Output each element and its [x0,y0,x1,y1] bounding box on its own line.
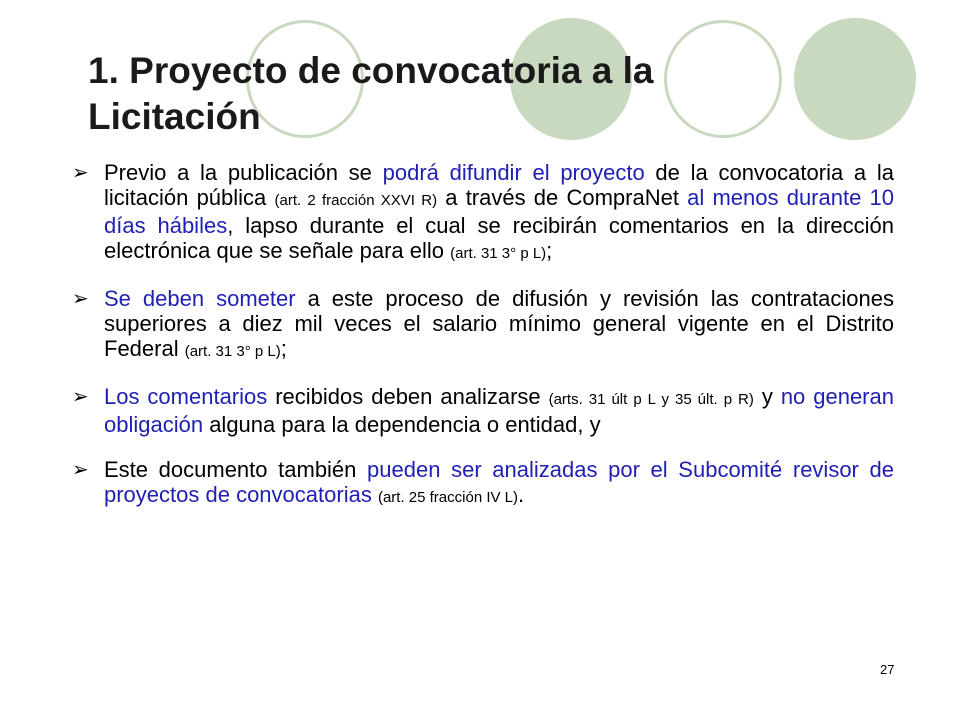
highlighted-text: podrá difundir el proyecto [382,160,645,185]
legal-reference: (art. 31 3° p L) [184,343,281,360]
bullet-list [72,160,894,530]
bullet-item [72,286,894,364]
body-text: recibidos deben analizarse [267,384,549,409]
page-number: 27 [880,662,895,677]
bullet-item [72,384,894,437]
legal-reference: (art. 2 fracción XXVI R) [274,192,438,209]
body-text: , lapso durante el cual se recibirán comentarios en la dirección electrónica que se señale para ello [104,213,894,263]
highlighted-text: al menos durante 10 días hábiles [104,185,894,238]
body-text: Previo a la publicación se [104,160,383,185]
arrowhead-bullet-icon: ➢ [72,288,89,310]
arrowhead-bullet-icon: ➢ [72,386,89,408]
slide-title-line-2: Licitación [88,96,261,137]
highlighted-text: no generan obligación [104,384,894,437]
highlighted-text: Los comentarios [104,384,268,409]
highlighted-text: pueden ser analizadas por el Subcomité revisor de proyectos de convocatorias [104,457,894,507]
body-text: alguna para la dependencia o entidad, y [203,412,601,437]
arrowhead-bullet-icon: ➢ [72,162,89,184]
bullet-item [72,160,894,266]
arrowhead-bullet-icon: ➢ [72,459,89,481]
body-text: Este documento también [104,457,368,482]
body-text: . [518,482,525,507]
body-text: y [753,384,781,409]
legal-reference: (arts. 31 últ p L y 35 últ. p R) [548,391,754,408]
highlighted-text: Se deben someter [104,286,296,311]
body-text: a través de CompraNet [437,185,688,210]
body-text: de la convocatoria a la licitación pública [104,160,894,210]
legal-reference: (art. 25 fracción IV L) [377,489,519,506]
body-text: ; [280,336,287,361]
slide-title [88,48,848,140]
legal-reference: (art. 31 3° p L) [450,245,547,262]
body-text: ; [546,238,553,263]
bullet-item [72,457,894,510]
body-text: a este proceso de difusión y revisión las contrataciones superiores a diez mil veces el salario mínimo general vigente en el Distrito Federal [104,286,894,361]
slide-title-line-1: 1. Proyecto de convocatoria a la [88,50,654,91]
